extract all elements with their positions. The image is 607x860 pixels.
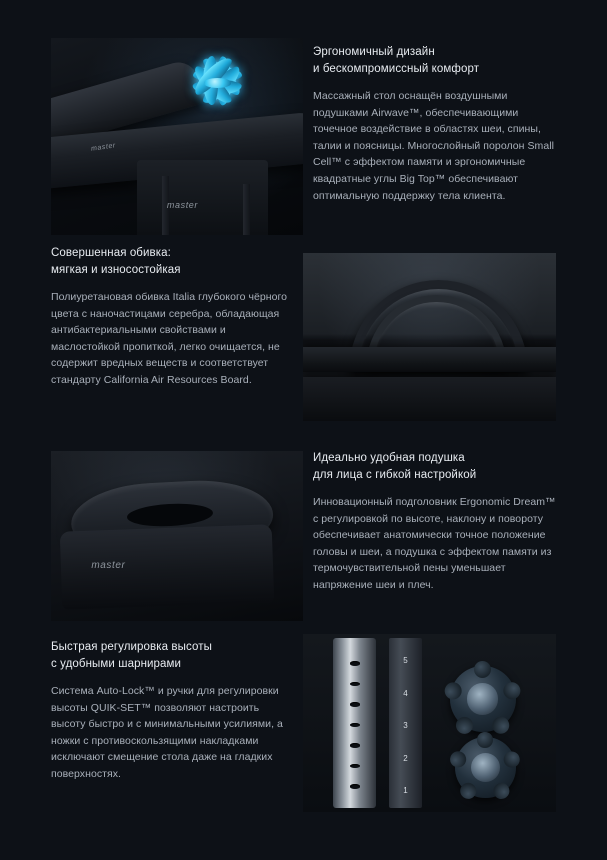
brand-mark-label: master: [90, 142, 117, 154]
adjustment-knob-lower: [455, 737, 516, 798]
heading-line-1: Эргономичный дизайн: [313, 46, 435, 58]
scale-number: 3: [403, 721, 408, 731]
brand-mark-label: master: [91, 559, 126, 571]
airwave-graphic-icon: [164, 54, 270, 113]
photo-carrying-handle: [303, 253, 556, 421]
photo-face-cradle: [51, 451, 303, 621]
section-face-cradle-heading: [313, 450, 557, 484]
section-ergonomic-design-heading: [313, 44, 557, 78]
photo-massage-table-airwave: [51, 38, 303, 235]
section-upholstery-body: Полиуретановая обивка Italia глубокого чёрного цвета с наночастицами серебра, обладающая антибактериальными свойствами и маслостойкой пропиткой, легко очищается, не содержит вредных веществ и соответствует стандарту California Air Resources Board.: [51, 291, 288, 386]
section-upholstery-heading: [51, 245, 295, 279]
section-ergonomic-design-text: [313, 44, 557, 204]
section-ergonomic-design-body: Массажный стол оснащён воздушными подушками Airwave™, обеспечивающими точечное воздействие в областях шеи, спины, талии и поясницы. Многослойный поролон Small Cell™ с эффектом памяти и эргономичные квадратные углы Big Top™ обеспечивают оптимальную поддержку тела клиента.: [313, 90, 554, 202]
heading-line-2: для лица с гибкой настройкой: [313, 469, 477, 481]
photo-telescopic-leg: [303, 634, 556, 812]
heading-line-1: Быстрая регулировка высоты: [51, 641, 212, 653]
table-leg-shape: [243, 184, 250, 235]
table-edge-shape: [303, 377, 556, 421]
heading-line-2: мягкая и износостойкая: [51, 264, 181, 276]
section-upholstery-text: [51, 245, 295, 389]
heading-line-2: и бескомпромиссный комфорт: [313, 63, 480, 75]
section-height-adjustment-body: Система Auto-Lock™ и ручки для регулировки высоты QUIK-SET™ позволяют настроить высоту быстро и с минимальными усилиями, а ножки с противоскользящими накладками исключают смещение стола даже на гладких поверхностях.: [51, 685, 283, 780]
telescopic-leg-tube: [333, 638, 376, 809]
section-height-adjustment-heading: [51, 639, 295, 673]
table-edge-shape: [303, 347, 556, 372]
adjustment-knob-upper: [450, 666, 516, 732]
section-face-cradle-body: Инновационный подголовник Ergonomic Dream™ с регулировкой по высоте, наклону и повороту обеспечивает анатомически точное положение головы и шеи, а подушка с эффектом памяти из термочувствительной пены уменьшает напряжение шеи и плеч.: [313, 496, 556, 591]
brand-mark-label: master: [166, 199, 199, 210]
scale-number: 4: [403, 688, 408, 698]
section-face-cradle-text: [313, 450, 557, 594]
section-height-adjustment-text: [51, 639, 295, 783]
scale-number: 5: [403, 656, 408, 666]
heading-line-2: с удобными шарнирами: [51, 658, 182, 670]
heading-line-1: Идеально удобная подушка: [313, 452, 465, 464]
height-scale: [389, 638, 422, 809]
heading-line-1: Совершенная обивка:: [51, 247, 171, 259]
scale-number: 2: [403, 753, 408, 763]
scale-number: 1: [403, 786, 408, 796]
